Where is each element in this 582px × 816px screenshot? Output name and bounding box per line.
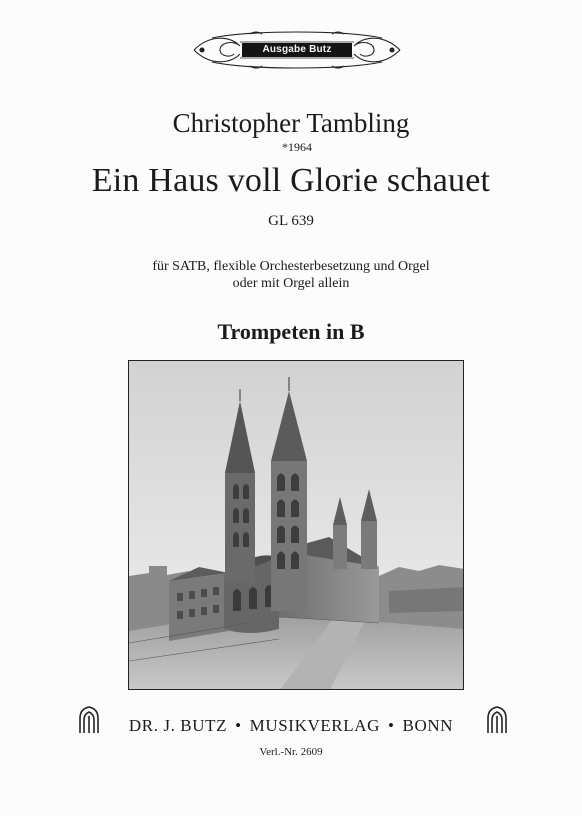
publisher-city: BONN xyxy=(402,716,454,735)
publisher-separator: • xyxy=(387,716,395,735)
instrument-part: Trompeten in B xyxy=(217,319,365,344)
publisher-label: MUSIKVERLAG xyxy=(249,716,380,735)
publisher-ornament xyxy=(190,28,404,72)
scoring-line-1: für SATB, flexible Orchesterbesetzung und Orgel xyxy=(152,259,430,274)
publisher-name: DR. J. BUTZ xyxy=(128,716,228,735)
edition-number: Verl.-Nr. 2609 xyxy=(259,746,323,758)
composer-birth-year: *1964 xyxy=(282,140,312,154)
scoring-line-2: oder mit Orgel allein xyxy=(232,276,350,291)
cathedral-illustration xyxy=(129,361,464,690)
work-title: Ein Haus voll Glorie schauet xyxy=(91,162,491,199)
gothic-arch-icon xyxy=(486,706,508,734)
publisher-separator: • xyxy=(235,716,242,735)
edition-label: Ausgabe Butz xyxy=(242,43,352,57)
composer-name: Christopher Tambling xyxy=(172,108,410,138)
cathedral-photo xyxy=(128,360,464,690)
catalog-number: GL 639 xyxy=(268,213,314,229)
